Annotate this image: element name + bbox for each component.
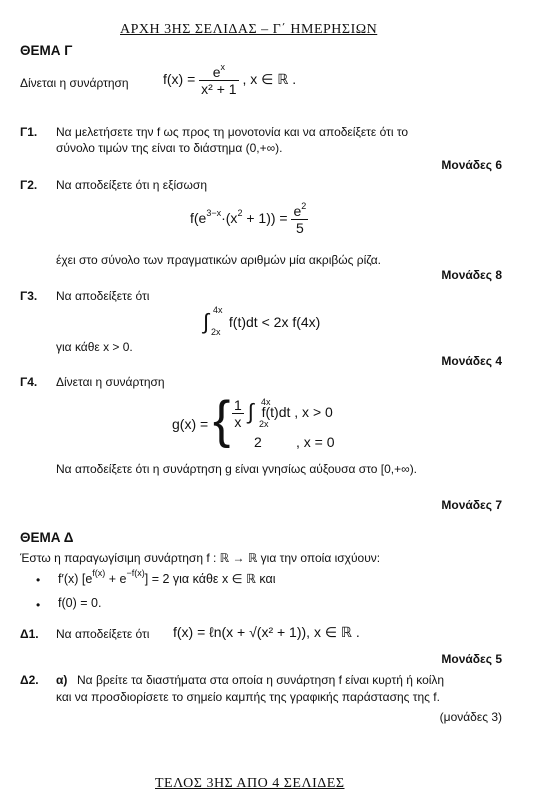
question-g4-line2: Να αποδείξετε ότι η συνάρτηση g είναι γνησίως αύξουσα στο [0,+∞). <box>56 462 418 476</box>
case2-value: 2 <box>254 434 262 450</box>
page-header: ΑΡΧΗ 3ΗΣ ΣΕΛΙΔΑΣ – Γ΄ ΗΜΕΡΗΣΙΩΝ <box>120 22 378 37</box>
intro-text-d: Έστω η παραγωγίσιμη συνάρτηση f : ℝ → ℝ για την οποία ισχύουν: <box>20 551 381 565</box>
equation-g2-numerator-exp: 2 <box>301 201 307 211</box>
question-d2-line1: Να βρείτε τα διαστήματα στα οποία η συνάρτηση f είναι κυρτή ή κοίλη <box>77 673 445 687</box>
question-g4-line1: Δίνεται η συνάρτηση <box>56 375 165 389</box>
equation-g2-denominator: 5 <box>295 220 304 236</box>
case1-denominator: x <box>234 414 242 430</box>
case1-lower-limit: 2x <box>259 419 269 429</box>
equation-g2-fraction <box>291 203 308 236</box>
question-label-d2: Δ2. <box>20 673 39 687</box>
question-label-g1: Γ1. <box>20 125 38 139</box>
integral-upper-limit: 4x <box>213 305 223 315</box>
bullet1-exp1: f(x) <box>92 568 106 578</box>
bullet1-exp2: −f(x) <box>126 568 145 578</box>
points-g2: Μονάδες 8 <box>441 268 502 282</box>
points-g3: Μονάδες 4 <box>441 354 502 368</box>
case1-fraction <box>232 397 244 430</box>
equation-g2-rest: + 1)) = <box>242 210 288 227</box>
bullet-condition-1 <box>58 568 276 586</box>
page-footer: ΤΕΛΟΣ 3ΗΣ ΑΠΟ 4 ΣΕΛΙΔΕΣ <box>155 776 345 791</box>
points-d2: (μονάδες 3) <box>439 710 502 724</box>
bullet-icon: • <box>36 573 41 587</box>
integral-sign-icon: ∫ <box>247 399 254 425</box>
bullet1-end: ] = 2 για κάθε x ∈ ℝ και <box>144 572 276 586</box>
question-label-g3: Γ3. <box>20 289 38 303</box>
function-numerator-exp: x <box>220 62 226 72</box>
left-brace-icon: { <box>213 391 231 449</box>
question-d2-line2: και να προσδιορίσετε το σημείο καμπής της γραφικής παράστασης της f. <box>56 690 440 704</box>
bullet1-mid: + e <box>105 572 127 586</box>
piecewise-case-1 <box>232 397 333 430</box>
points-g4: Μονάδες 7 <box>441 498 502 512</box>
question-d1-text: Να αποδείξετε ότι <box>56 627 150 641</box>
inequality-body: f(t)dt < 2x f(4x) <box>228 314 321 330</box>
function-lhs: f(x) = <box>163 71 196 88</box>
case2-condition: , x = 0 <box>296 434 335 450</box>
question-g2-line1: Να αποδείξετε ότι η εξίσωση <box>56 178 207 192</box>
equation-g2 <box>190 203 308 236</box>
question-label-g2: Γ2. <box>20 178 38 192</box>
intro-text-g: Δίνεται η συνάρτηση <box>20 76 129 90</box>
points-d1: Μονάδες 5 <box>441 652 502 666</box>
question-g1-line2: σύνολο τιμών της είναι το διάστημα (0,+∞). <box>56 141 283 155</box>
inequality-g3 <box>203 307 320 341</box>
function-fraction <box>199 64 238 97</box>
equation-g2-left: f(e <box>190 210 207 227</box>
topic-title-d: ΘΕΜΑ Δ <box>20 530 74 545</box>
points-g1: Μονάδες 6 <box>441 158 502 172</box>
integral-sign-icon: ∫ <box>203 309 210 334</box>
question-g3-line2: για κάθε x > 0. <box>56 340 133 354</box>
integral-lower-limit: 2x <box>211 327 221 337</box>
function-domain: , x ∈ ℝ . <box>242 71 297 88</box>
question-g2-line2: έχει στο σύνολο των πραγματικών αριθμών μία ακριβώς ρίζα. <box>56 253 381 267</box>
equation-g2-square: 2 <box>237 208 243 219</box>
topic-title-g: ΘΕΜΑ Γ <box>20 43 73 58</box>
piecewise-lhs: g(x) = <box>172 416 209 432</box>
question-d2-sub: α) <box>56 673 68 687</box>
function-definition <box>163 64 296 97</box>
case1-upper-limit: 4x <box>261 397 271 407</box>
case1-numerator: 1 <box>234 397 242 413</box>
bullet-icon: • <box>36 598 41 612</box>
equation-g2-mid: ·(x <box>221 210 238 227</box>
bullet-condition-2: f(0) = 0. <box>58 596 102 610</box>
equation-g2-numerator: e <box>293 203 302 219</box>
question-g1-line1: Να μελετήσετε την f ως προς τη μονοτονία και να αποδείξετε ότι το <box>56 125 409 139</box>
bullet1-start: f′(x) [e <box>58 572 93 586</box>
case1-body: f(t)dt , x > 0 <box>261 404 333 421</box>
equation-d1: f(x) = ℓn(x + √(x² + 1)), x ∈ ℝ . <box>173 624 360 640</box>
function-numerator: e <box>212 64 221 80</box>
function-denominator: x² + 1 <box>201 81 237 97</box>
question-g3-line1: Να αποδείξετε ότι <box>56 289 150 303</box>
question-label-g4: Γ4. <box>20 375 38 389</box>
question-label-d1: Δ1. <box>20 627 39 641</box>
equation-g2-exp: 3−x <box>206 208 222 219</box>
